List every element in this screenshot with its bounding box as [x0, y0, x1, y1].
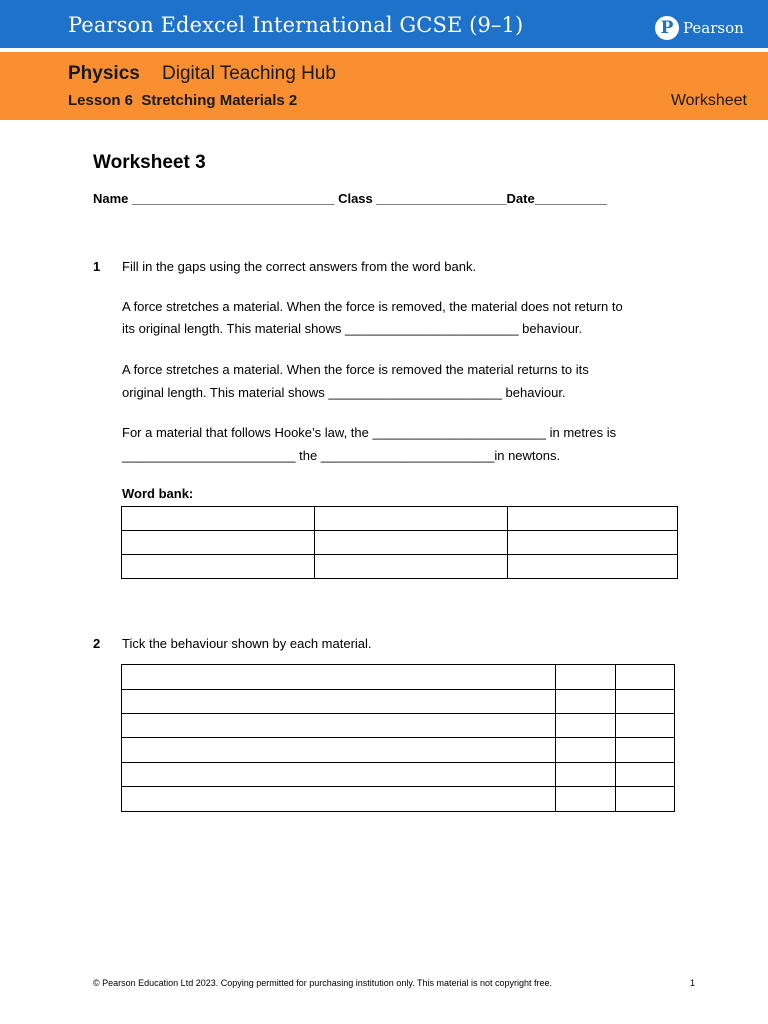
table-row: [122, 507, 678, 531]
paragraph-2-line-2: original length. This material shows ________________________ behaviour.: [122, 385, 566, 400]
page-number: 1: [690, 978, 696, 988]
pearson-logo: [655, 16, 744, 40]
behaviour-tick-table: [121, 664, 675, 812]
worksheet-title: Worksheet 3: [93, 152, 206, 173]
word-bank-cell: [314, 507, 508, 531]
tick-cell[interactable]: [616, 665, 675, 690]
word-bank-cell: [508, 507, 678, 531]
copyright-footer: © Pearson Education Ltd 2023. Copying permitted for purchasing institution only. This material is not copyright free.: [93, 978, 553, 988]
material-cell: [122, 690, 556, 714]
paragraph-2-line-1: A force stretches a material. When the force is removed the material returns to its: [122, 362, 589, 377]
word-bank-cell: [314, 555, 508, 579]
name-class-date-row: Name ____________________________ Class __________________Date__________: [93, 191, 607, 206]
qualification-title: Pearson Edexcel International GCSE (9–1): [68, 13, 524, 37]
question-1-instruction: Fill in the gaps using the correct answers from the word bank.: [122, 259, 477, 274]
table-row: [122, 555, 678, 579]
tick-cell[interactable]: [556, 690, 616, 714]
lesson-number: Lesson 6: [68, 92, 134, 109]
tick-cell[interactable]: [556, 738, 616, 763]
material-cell: [122, 787, 556, 812]
table-row: [122, 738, 675, 763]
tick-cell[interactable]: [616, 714, 675, 738]
paragraph-1-line-2: its original length. This material shows ________________________ behaviour.: [122, 321, 583, 336]
word-bank-label: Word bank:: [122, 486, 194, 501]
word-bank-cell: [508, 555, 678, 579]
lesson-line: [68, 92, 297, 109]
tick-cell[interactable]: [616, 787, 675, 812]
table-row: [122, 665, 675, 690]
material-cell: [122, 714, 556, 738]
material-cell: [122, 763, 556, 787]
tick-cell[interactable]: [556, 665, 616, 690]
word-bank-cell: [122, 531, 315, 555]
table-row: [122, 763, 675, 787]
resource-type: Worksheet: [670, 92, 747, 109]
subject-banner: [0, 52, 768, 120]
material-cell: [122, 738, 556, 763]
pearson-logo-text: Pearson: [683, 19, 744, 37]
word-bank-cell: [314, 531, 508, 555]
tick-cell[interactable]: [616, 763, 675, 787]
table-row: [122, 787, 675, 812]
word-bank-cell: [508, 531, 678, 555]
paragraph-3-line-2: ________________________ the ________________________in newtons.: [122, 448, 561, 463]
question-1-number: 1: [93, 259, 101, 274]
top-banner: [0, 0, 768, 48]
word-bank-cell: [122, 555, 315, 579]
material-cell: [122, 665, 556, 690]
subject-name: Physics: [68, 63, 140, 84]
tick-cell[interactable]: [616, 690, 675, 714]
paragraph-3-line-1: For a material that follows Hooke’s law, the ________________________ in metres is: [122, 425, 617, 440]
tick-cell[interactable]: [556, 763, 616, 787]
tick-cell[interactable]: [616, 738, 675, 763]
question-2-instruction: Tick the behaviour shown by each material.: [122, 636, 372, 651]
lesson-title: Stretching Materials 2: [141, 92, 298, 109]
question-2-number: 2: [93, 636, 101, 651]
hub-name: Digital Teaching Hub: [162, 63, 336, 84]
tick-cell[interactable]: [556, 787, 616, 812]
table-row: [122, 531, 678, 555]
pearson-logo-icon: P: [655, 16, 679, 40]
word-bank-table: [121, 506, 678, 579]
paragraph-1-line-1: A force stretches a material. When the force is removed, the material does not return to: [122, 299, 623, 314]
table-row: [122, 690, 675, 714]
word-bank-cell: [122, 507, 315, 531]
table-row: [122, 714, 675, 738]
tick-cell[interactable]: [556, 714, 616, 738]
